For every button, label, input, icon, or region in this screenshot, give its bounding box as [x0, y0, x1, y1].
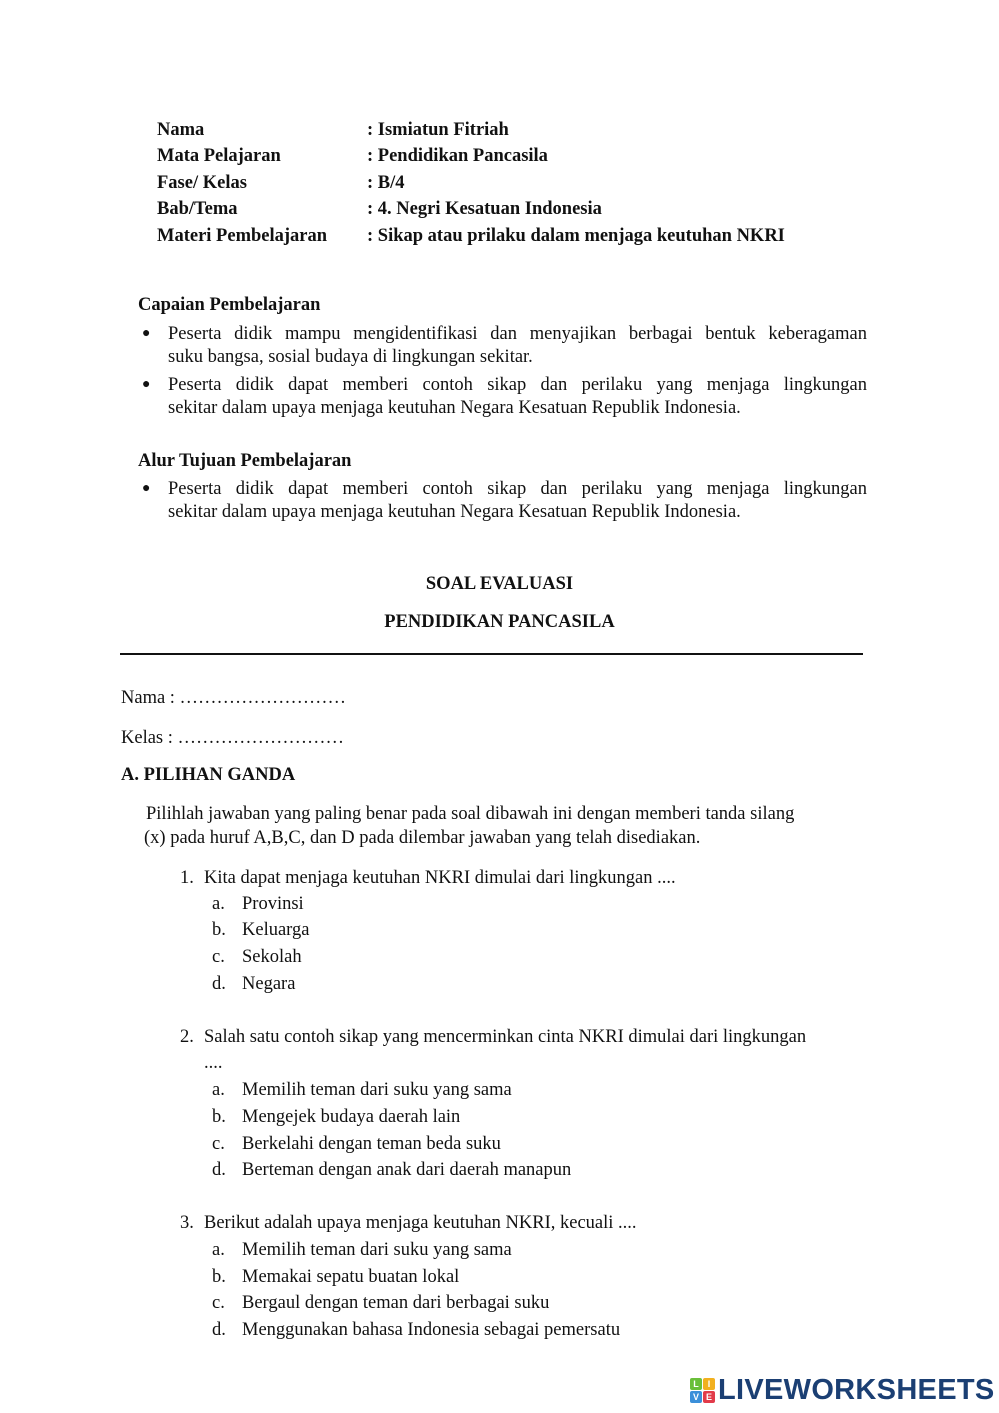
option-text: Berteman dengan anak dari daerah manapun [242, 1160, 572, 1180]
option-letter: c. [212, 1293, 225, 1313]
option-letter: a. [212, 1080, 225, 1100]
soal-title: SOAL EVALUASI [425, 574, 574, 594]
option-letter: b. [212, 1267, 226, 1287]
student-name-field: Nama : ……………………… [121, 688, 347, 708]
bullet-icon: ● [142, 481, 151, 496]
header-label: Fase/ Kelas [157, 173, 247, 193]
question-number: 1. [180, 868, 194, 888]
capaian-line: Peserta didik dapat memberi contoh sikap dan perilaku yang menjaga lingkungan [168, 375, 867, 395]
option-letter: a. [212, 1240, 225, 1260]
question-number: 2. [180, 1027, 194, 1047]
header-value: : B/4 [367, 173, 405, 193]
option-letter: b. [212, 920, 226, 940]
option-text: Sekolah [242, 947, 302, 967]
bullet-icon: ● [142, 326, 151, 341]
alur-line: sekitar dalam upaya menjaga keutuhan Negara Kesatuan Republik Indonesia. [168, 502, 741, 522]
logo-text: LIVEWORKSHEETS [718, 1374, 995, 1406]
header-label: Mata Pelajaran [157, 146, 281, 166]
option-text: Menggunakan bahasa Indonesia sebagai pemersatu [242, 1320, 621, 1340]
question-text: .... [204, 1053, 223, 1073]
header-label: Nama [157, 120, 205, 140]
option-text: Mengejek budaya daerah lain [242, 1107, 461, 1127]
live-blocks-icon [690, 1378, 715, 1403]
section-title: A. PILIHAN GANDA [121, 765, 296, 785]
instructions: (x) pada huruf A,B,C, dan D pada dilembar jawaban yang telah disediakan. [144, 828, 701, 848]
option-letter: c. [212, 947, 225, 967]
divider [120, 653, 863, 655]
soal-subtitle: PENDIDIKAN PANCASILA [384, 612, 615, 632]
header-label: Materi Pembelajaran [157, 226, 328, 246]
option-letter: d. [212, 974, 226, 994]
header-value: : Ismiatun Fitriah [367, 120, 509, 140]
question-number: 3. [180, 1213, 194, 1233]
liveworksheets-logo [690, 1374, 995, 1407]
logo-block: E [703, 1391, 715, 1403]
logo-block: V [690, 1391, 702, 1403]
option-text: Berkelahi dengan teman beda suku [242, 1134, 501, 1154]
logo-block: L [690, 1378, 702, 1390]
option-text: Provinsi [242, 894, 304, 914]
header-value: : Pendidikan Pancasila [367, 146, 548, 166]
header-value: : 4. Negri Kesatuan Indonesia [367, 199, 602, 219]
instructions: Pilihlah jawaban yang paling benar pada soal dibawah ini dengan memberi tanda silang [146, 804, 795, 824]
logo-block: I [703, 1378, 715, 1390]
alur-line: Peserta didik dapat memberi contoh sikap dan perilaku yang menjaga lingkungan [168, 479, 867, 499]
option-letter: d. [212, 1320, 226, 1340]
alur-title: Alur Tujuan Pembelajaran [138, 451, 352, 471]
capaian-line: Peserta didik mampu mengidentifikasi dan menyajikan berbagai bentuk keberagaman [168, 324, 867, 344]
option-text: Keluarga [242, 920, 310, 940]
option-text: Negara [242, 974, 296, 994]
option-text: Bergaul dengan teman dari berbagai suku [242, 1293, 550, 1313]
option-letter: b. [212, 1107, 226, 1127]
student-class-field: Kelas : ……………………… [121, 728, 345, 748]
option-text: Memilih teman dari suku yang sama [242, 1080, 512, 1100]
header-value: : Sikap atau prilaku dalam menjaga keutuhan NKRI [367, 226, 785, 246]
question-text: Kita dapat menjaga keutuhan NKRI dimulai dari lingkungan .... [204, 868, 676, 888]
option-text: Memilih teman dari suku yang sama [242, 1240, 512, 1260]
option-letter: c. [212, 1134, 225, 1154]
question-text: Salah satu contoh sikap yang mencerminkan cinta NKRI dimulai dari lingkungan [204, 1027, 807, 1047]
question-text: Berikut adalah upaya menjaga keutuhan NKRI, kecuali .... [204, 1213, 637, 1233]
capaian-line: suku bangsa, sosial budaya di lingkungan sekitar. [168, 347, 533, 367]
option-letter: a. [212, 894, 225, 914]
header-label: Bab/Tema [157, 199, 238, 219]
option-letter: d. [212, 1160, 226, 1180]
option-text: Memakai sepatu buatan lokal [242, 1267, 460, 1287]
bullet-icon: ● [142, 377, 151, 392]
capaian-line: sekitar dalam upaya menjaga keutuhan Negara Kesatuan Republik Indonesia. [168, 398, 741, 418]
capaian-title: Capaian Pembelajaran [138, 295, 321, 315]
